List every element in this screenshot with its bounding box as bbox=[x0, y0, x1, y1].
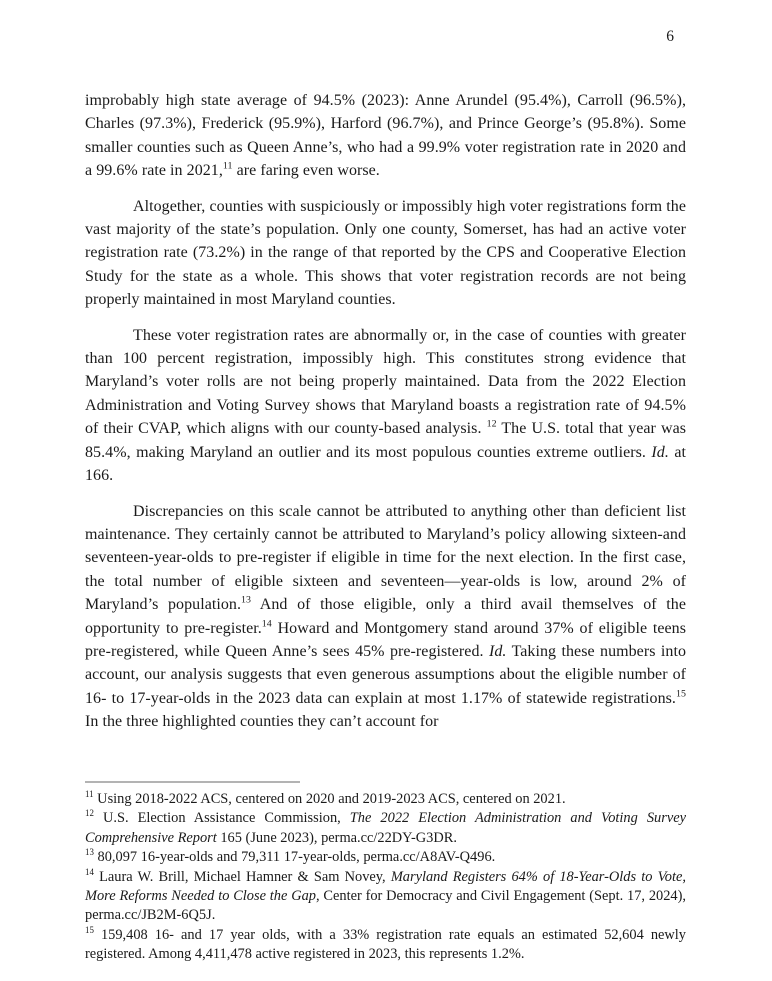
footnote-reference: 14 bbox=[85, 866, 94, 877]
page-number-value: 6 bbox=[666, 28, 674, 45]
body-paragraph-2 bbox=[85, 195, 686, 312]
italic-text: Id. bbox=[488, 642, 507, 660]
text-segment: Altogether, counties with suspiciously or impossibly high voter registrations form the vast majority of the state’s population. Only one county, Somerset, has had an active voter registration rate (73.2%) in the range of that reported by the CPS and Cooperative Election Study for the state as a whole. This shows that voter registration records are not being properly maintained in most Maryland counties. bbox=[85, 197, 686, 309]
text-segment: Discrepancies on this scale cannot be attributed to anything other than deficient list maintenance. They certainly cannot be attributed to Maryland’s policy allowing sixteen-and seventeen-year-olds to pre-register if eligible in time for the next election. In the first case, the total number of eligible sixteen and seventeen—year-olds is low, around 2% of Maryland’s population. bbox=[85, 502, 686, 614]
footnote-12 bbox=[85, 809, 686, 848]
text-segment: Howard and Montgomery stand around 37% of eligible teens pre-registered, while Queen Anne’s sees 45% pre-registered. bbox=[85, 619, 686, 660]
footnote-11 bbox=[85, 790, 686, 809]
page-body bbox=[85, 89, 686, 746]
italic-text: Maryland Registers 64% of 18-Year-Olds to Vote, More Reforms Needed to Close the Gap bbox=[85, 868, 686, 905]
footnotes-section bbox=[85, 781, 686, 965]
page-number bbox=[85, 28, 686, 46]
footnote-reference: 15 bbox=[675, 688, 686, 700]
text-segment: improbably high state average of 94.5% (2023): Anne Arundel (95.4%), Carroll (96.5%), Charles (97.3%), Frederick (95.9%), Harford (96.7%), and Prince George’s (95.8%). Some smaller counties such as Queen Anne’s, who had a 99.9% voter registration rate in 2020 and a 99.6% rate in 2021, bbox=[85, 92, 686, 180]
text-segment: 80,097 16-year-olds and 79,311 17-year-olds, perma.cc/A8AV-Q496. bbox=[93, 849, 496, 866]
text-segment: 159,408 16- and 17 year olds, with a 33% registration rate equals an estimated 52,604 newly registered. Among 4,411,478 active registered in 2023, this represents 1.2%. bbox=[85, 926, 686, 963]
text-segment: Taking these numbers into account, our analysis suggests that even generous assumptions about the eligible number of 16- to 17-year-olds in the 2023 data can explain at most 1.17% of statewide registrations. bbox=[85, 642, 686, 707]
footnote-reference: 14 bbox=[261, 618, 272, 630]
footnote-14 bbox=[85, 868, 686, 926]
text-segment: These voter registration rates are abnormally or, in the case of counties with greater than 100 percent registration, impossibly high. This constitutes strong evidence that Maryland’s voter rolls are not being properly maintained. Data from the 2022 Election Administration and Voting Survey shows that Maryland boasts a registration rate of 94.5% of their CVAP, which aligns with our county-based analysis. bbox=[85, 326, 686, 438]
footnote-reference: 11 bbox=[85, 789, 94, 800]
text-segment: at 166. bbox=[85, 443, 686, 485]
text-segment: 165 (June 2023), perma.cc/22DY-G3DR. bbox=[216, 829, 457, 846]
text-segment: And of those eligible, only a third avail themselves of the opportunity to pre-register. bbox=[85, 596, 686, 637]
italic-text: The 2022 Election Administration and Voting Survey Comprehensive Report bbox=[85, 810, 686, 846]
footnote-reference: 15 bbox=[85, 925, 94, 936]
italic-text: Id. bbox=[651, 443, 669, 461]
body-paragraph-3 bbox=[85, 324, 686, 488]
text-segment: Laura W. Brill, Michael Hamner & Sam Novey, bbox=[93, 868, 391, 885]
footnote-15 bbox=[85, 926, 686, 965]
text-segment: In the three highlighted counties they can’t account for bbox=[85, 713, 439, 731]
footnote-reference: 11 bbox=[222, 160, 233, 172]
footnote-reference: 13 bbox=[241, 594, 252, 606]
text-segment: , Center for Democracy and Civil Engagement (Sept. 17, 2024), perma.cc/JB2M-6Q5J. bbox=[85, 888, 686, 924]
body-paragraph-4 bbox=[85, 500, 686, 734]
text-segment: Using 2018-2022 ACS, centered on 2020 and 2019-2023 ACS, centered on 2021. bbox=[93, 791, 566, 807]
footnote-reference: 13 bbox=[85, 847, 94, 858]
text-segment: are faring even worse. bbox=[232, 162, 380, 180]
body-paragraph-1 bbox=[85, 89, 686, 183]
footnote-separator bbox=[85, 781, 300, 783]
footnote-13 bbox=[85, 848, 686, 867]
text-segment: U.S. Election Assistance Commission, bbox=[93, 810, 350, 827]
footnote-reference: 12 bbox=[486, 418, 497, 430]
footnote-reference: 12 bbox=[85, 808, 94, 819]
text-segment: The U.S. total that year was 85.4%, making Maryland an outlier and its most populous counties extreme outliers. bbox=[85, 420, 686, 461]
